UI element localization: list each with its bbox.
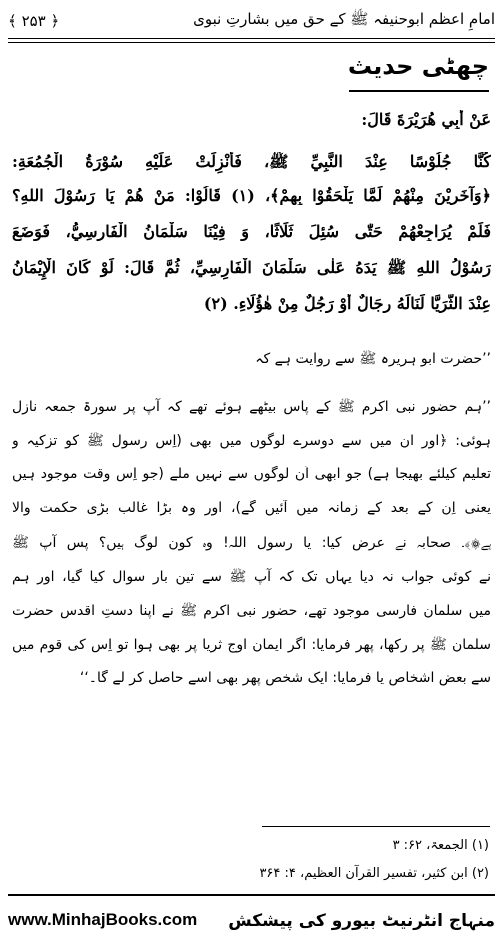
footer-rule: [8, 894, 495, 896]
footnote-rule: [262, 826, 490, 827]
urdu-line: ’’ہم حضور نبی اکرم ﷺ کے پاس بیٹھے ہوئے تھے کہ آپ پر سورۃ جمعہ نازل: [12, 399, 491, 415]
arabic-line: عَنْ أَبِي هُرَيْرَةَ قَالَ:: [361, 110, 491, 129]
urdu-line: یعنی اِن کے بعد کے زمانہ میں آئیں گے)، اور وہ بڑا غالب بڑی حکمت والا: [12, 500, 491, 516]
publisher-credit: منہاج انٹرنیٹ بیورو کی پیشکش: [228, 910, 495, 931]
running-title: امامِ اعظم ابوحنیفہ ﷺ کے حق میں بشارتِ نبوی: [193, 10, 495, 28]
header-rule-top: [8, 38, 495, 39]
website-link[interactable]: www.MinhajBooks.com: [8, 910, 198, 929]
page-footer: [8, 900, 495, 940]
arabic-line: فَلَمْ يُرَاجِعْهُمْ حَتّٰى سُئِلَ ثَلَاثًا، وَ فِيْنَا سَلْمَانُ الْفَارِسِيُّ، فَوَضَعَ: [12, 222, 491, 241]
urdu-line: نے کوئی جواب نہ دیا یہاں تک کہ آپ ﷺ سے تین بار سوال کیا گیا، اور ہم: [12, 569, 491, 585]
urdu-line: تعلیم کیلئے بھیجا ہے) جو ابھی اُن لوگوں سے نہیں ملے (جو اِس وقت موجود ہیں: [12, 466, 491, 482]
urdu-line: میں سلمان فارسی موجود تھے، حضور نبی اکرم ﷺ نے اپنا دستِ اقدس حضرت: [12, 603, 491, 619]
arabic-line: عِنْدَ الثُّرَيَّا لَنَالَهُ رِجَالٌ أَوْ رَجُلٌ مِنْ هٰؤُلَاءِ. (۲): [203, 294, 491, 313]
arabic-line: رَسُوْلُ اللهِ ﷺ يَدَهُ عَلٰى سَلْمَانَ الْفَارِسِيِّ، ثُمَّ قَالَ: لَوْ كَانَ الْإِيْمَانُ: [12, 258, 491, 277]
footnote: (۲) ابن کثیر، تفسیر القرآن العظیم، ۴: ۳۶۴: [259, 866, 489, 881]
header-rule-bottom: [8, 42, 495, 43]
page-header: [8, 6, 495, 36]
urdu-line: سے بعض اشخاص یا فرمایا: ایک شخص پھر بھی اسے حاصل کر لے گا۔‘‘: [79, 670, 491, 686]
urdu-line: سلمان ﷺ پر رکھا، پھر فرمایا: اگر ایمان اوج ثریا پر بھی ہوا تو اِس کی قوم میں: [12, 637, 491, 653]
arabic-line: كُنَّا جُلُوْسًا عِنْدَ النَّبِيِّ ﷺ، فَأُنْزِلَتْ عَلَيْهِ سُوْرَةُ الْجُمُعَةِ:: [12, 152, 491, 171]
heading-underline: [349, 90, 489, 92]
page-number: ﴿ ۲۵۳ ﴾: [8, 12, 60, 30]
footnote: (۱) الجمعۃ، ۶۲: ۳: [392, 838, 489, 853]
urdu-line: ہوئی: ﴿اور ان میں سے دوسرے لوگوں میں بھی (اِس رسول ﷺ کو تزکیہ و: [12, 433, 491, 449]
arabic-line: ﴿وَآخَرِيْنَ مِنْهُمْ لَمَّا يَلْحَقُوْا بِهِمْ﴾، (۱) قَالُوْا: مَنْ هُمْ يَا رَسُوْلَ اللهِ؟: [12, 186, 491, 205]
section-heading: چھٹی حدیث: [347, 52, 489, 80]
urdu-line: ہے۞﴾۔ صحابہ نے عرض کیا: یا رسول اللہ! وہ کون لوگ ہیں؟ پس آپ ﷺ: [12, 535, 491, 551]
urdu-line: ’’حضرت ابو ہریرہ ﷺ سے روایت ہے کہ: [255, 351, 491, 367]
